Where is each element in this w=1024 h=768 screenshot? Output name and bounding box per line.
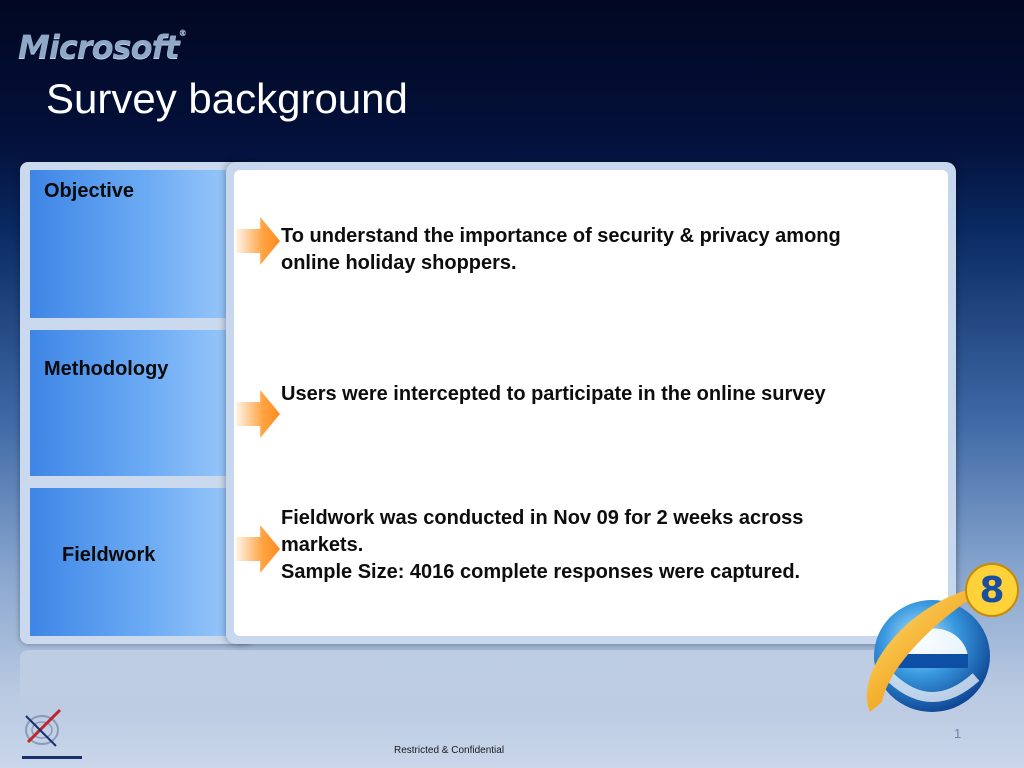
methodology-label: Methodology	[44, 358, 169, 380]
methodology-segment	[30, 330, 244, 476]
company-logo-icon	[20, 706, 84, 764]
fieldwork-text-line2: Sample Size: 4016 complete responses were captured.	[281, 561, 801, 583]
svg-text:8: 8	[979, 570, 1005, 611]
objective-text: To understand the importance of security & privacy among online holiday shoppers.	[281, 225, 841, 274]
page-number: 1	[954, 726, 962, 741]
section-labels-panel	[20, 162, 254, 644]
objective-label: Objective	[44, 180, 135, 202]
fieldwork-text-line1: Fieldwork was conducted in Nov 09 for 2 weeks across markets.	[281, 507, 804, 556]
microsoft-logo: Microsoft®	[18, 28, 186, 66]
confidential-notice: Restricted & Confidential	[394, 745, 505, 756]
panel-reflection	[20, 650, 956, 710]
fieldwork-label: Fieldwork	[62, 544, 156, 566]
page-title: Survey background	[46, 75, 408, 122]
ie8-logo-icon	[852, 552, 1024, 724]
methodology-text: Users were intercepted to participate in the online survey	[281, 383, 826, 405]
fieldwork-text	[281, 505, 891, 586]
